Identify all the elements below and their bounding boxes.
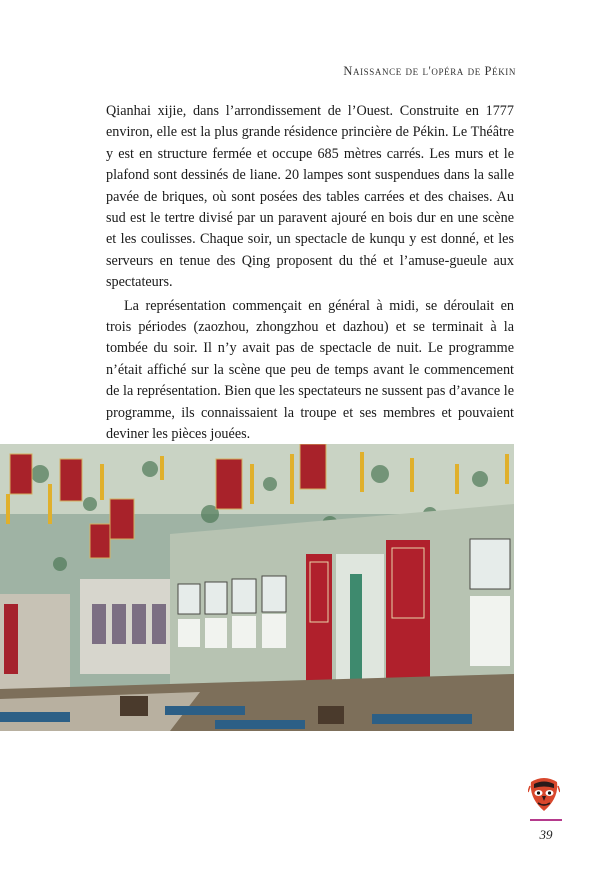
body-text (106, 101, 514, 446)
running-header: Naissance de l'opéra de Pékin (343, 64, 516, 78)
paragraph-1: Qianhai xijie, dans l’arrondissement de l’Ouest. Construite en 1777 environ, elle est la plus grande résidence princière de Pékin. Le Théâtre y est en structure fermée et occupe 685 mètres carrés. Les murs et le plafond sont dessinés de liane. 20 lampes sont suspendues dans la salle pavée de briques, où sont posées des tables carrées et des chaises. Au sud est le tertre divisé par un paravent ajouré en bois dur en une scène et les coulisses. Chaque soir, un spectacle de kunqu y est donné, et les serveurs en tenue des Qing proposent du thé et l’amuse-gueule aux spectateurs. (106, 103, 514, 291)
opera-mask-icon (528, 776, 560, 812)
theatre-interior-photo (0, 444, 514, 731)
page-number: 39 (539, 827, 553, 842)
folio-rule (530, 819, 562, 821)
paragraph-2: La représentation commençait en général à midi, se déroulait en trois périodes (zaozhou, zhongzhou et dazhou) et se terminait à la tombée du soir. Il n’y avait pas de spectacle de nuit. Le programme n’était affiché sur la scène que peu de temps avant le commencement de la représentation. Bien que les spectateurs ne sussent pas d’avance le programme, ils connaissaient la troupe et ses membres et pouvaient deviner les pièces jouées. (106, 297, 514, 443)
